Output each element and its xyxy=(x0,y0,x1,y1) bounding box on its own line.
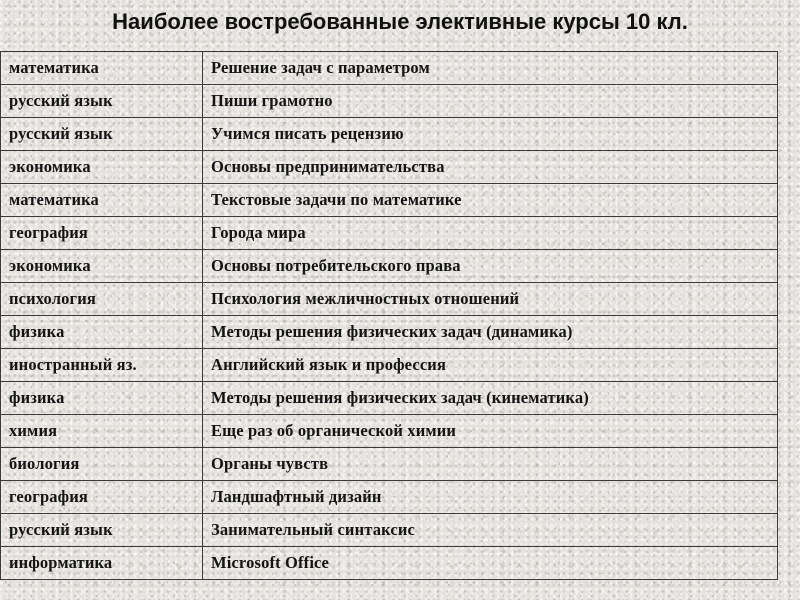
course-cell: Города мира xyxy=(203,217,778,250)
course-cell: Основы потребительского права xyxy=(203,250,778,283)
subject-cell: русский язык xyxy=(1,85,203,118)
table-row xyxy=(1,250,778,283)
course-cell: Пиши грамотно xyxy=(203,85,778,118)
table-row xyxy=(1,349,778,382)
table-row xyxy=(1,85,778,118)
subject-cell: русский язык xyxy=(1,118,203,151)
table-row xyxy=(1,514,778,547)
subject-cell: математика xyxy=(1,52,203,85)
table-row xyxy=(1,316,778,349)
table-row xyxy=(1,382,778,415)
course-cell: Психология межличностных отношений xyxy=(203,283,778,316)
table-row xyxy=(1,547,778,580)
table-row xyxy=(1,415,778,448)
course-cell: Еще раз об органической химии xyxy=(203,415,778,448)
table-row xyxy=(1,184,778,217)
subject-cell: русский язык xyxy=(1,514,203,547)
subject-cell: экономика xyxy=(1,151,203,184)
subject-cell: информатика xyxy=(1,547,203,580)
subject-cell: биология xyxy=(1,448,203,481)
course-cell: Учимся писать рецензию xyxy=(203,118,778,151)
course-cell: Основы предпринимательства xyxy=(203,151,778,184)
courses-table-body xyxy=(1,52,778,580)
subject-cell: психология xyxy=(1,283,203,316)
course-cell: Microsoft Office xyxy=(203,547,778,580)
table-row xyxy=(1,118,778,151)
subject-cell: физика xyxy=(1,382,203,415)
page-title: Наиболее востребованные элективные курсы 10 кл. xyxy=(112,9,688,34)
course-cell: Текстовые задачи по математике xyxy=(203,184,778,217)
subject-cell: география xyxy=(1,481,203,514)
table-row xyxy=(1,151,778,184)
table-row xyxy=(1,283,778,316)
course-cell: Методы решения физических задач (кинематика) xyxy=(203,382,778,415)
courses-table xyxy=(0,51,778,580)
subject-cell: география xyxy=(1,217,203,250)
course-cell: Методы решения физических задач (динамика) xyxy=(203,316,778,349)
table-row xyxy=(1,448,778,481)
course-cell: Ландшафтный дизайн xyxy=(203,481,778,514)
subject-cell: иностранный яз. xyxy=(1,349,203,382)
course-cell: Занимательный синтаксис xyxy=(203,514,778,547)
subject-cell: математика xyxy=(1,184,203,217)
table-row xyxy=(1,481,778,514)
subject-cell: физика xyxy=(1,316,203,349)
subject-cell: химия xyxy=(1,415,203,448)
course-cell: Решение задач с параметром xyxy=(203,52,778,85)
table-row xyxy=(1,217,778,250)
course-cell: Английский язык и профессия xyxy=(203,349,778,382)
course-cell: Органы чувств xyxy=(203,448,778,481)
subject-cell: экономика xyxy=(1,250,203,283)
table-row xyxy=(1,52,778,85)
